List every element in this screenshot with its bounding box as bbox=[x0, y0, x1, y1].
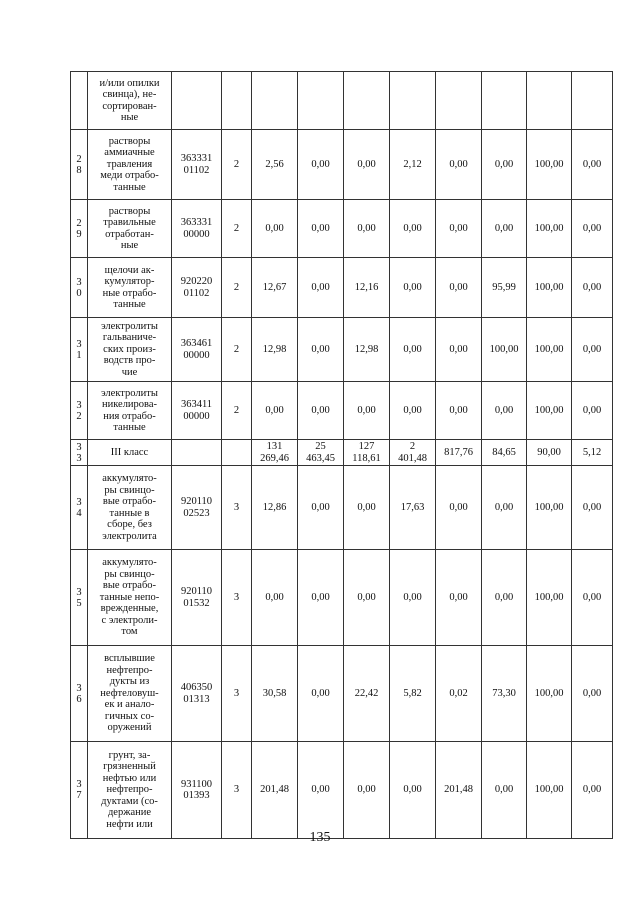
waste-name: III класс bbox=[88, 440, 172, 466]
value-cell: 0,00 bbox=[572, 258, 613, 318]
fkko-code: 406350 01313 bbox=[172, 646, 222, 742]
fkko-code bbox=[172, 440, 222, 466]
value-cell: 5,12 bbox=[572, 440, 613, 466]
hazard-class: 2 bbox=[222, 130, 252, 200]
value-cell: 0,00 bbox=[436, 466, 482, 550]
value-cell: 0,00 bbox=[572, 550, 613, 646]
table-row bbox=[71, 382, 613, 440]
value-cell bbox=[252, 72, 298, 130]
value-cell: 0,00 bbox=[344, 200, 390, 258]
value-cell: 0,00 bbox=[344, 742, 390, 839]
value-cell: 100,00 bbox=[527, 258, 572, 318]
value-cell: 0,00 bbox=[482, 742, 527, 839]
value-cell: 0,00 bbox=[390, 318, 436, 382]
value-cell: 0,00 bbox=[298, 466, 344, 550]
fkko-code: 920110 01532 bbox=[172, 550, 222, 646]
fkko-code bbox=[172, 72, 222, 130]
value-cell: 100,00 bbox=[527, 466, 572, 550]
row-number: 3 0 bbox=[71, 258, 88, 318]
row-number: 2 9 bbox=[71, 200, 88, 258]
page-number: 135 bbox=[309, 830, 331, 845]
row-number: 3 7 bbox=[71, 742, 88, 839]
value-cell: 0,00 bbox=[436, 550, 482, 646]
value-cell: 100,00 bbox=[527, 200, 572, 258]
value-cell: 0,00 bbox=[436, 382, 482, 440]
value-cell: 30,58 bbox=[252, 646, 298, 742]
value-cell: 127 118,61 bbox=[344, 440, 390, 466]
hazard-class: 3 bbox=[222, 466, 252, 550]
value-cell: 100,00 bbox=[527, 318, 572, 382]
value-cell: 5,82 bbox=[390, 646, 436, 742]
table-row bbox=[71, 550, 613, 646]
row-number: 3 4 bbox=[71, 466, 88, 550]
value-cell: 0,00 bbox=[298, 318, 344, 382]
value-cell: 100,00 bbox=[527, 130, 572, 200]
fkko-code: 363411 00000 bbox=[172, 382, 222, 440]
value-cell: 201,48 bbox=[252, 742, 298, 839]
hazard-class: 2 bbox=[222, 318, 252, 382]
waste-name: электролиты никелирова- ния отрабо- танные bbox=[88, 382, 172, 440]
table-row bbox=[71, 440, 613, 466]
value-cell bbox=[344, 72, 390, 130]
table-row bbox=[71, 258, 613, 318]
value-cell: 100,00 bbox=[527, 646, 572, 742]
value-cell: 0,00 bbox=[344, 466, 390, 550]
waste-name: растворы травильные отработан- ные bbox=[88, 200, 172, 258]
value-cell: 90,00 bbox=[527, 440, 572, 466]
value-cell: 12,98 bbox=[344, 318, 390, 382]
value-cell: 0,00 bbox=[344, 550, 390, 646]
row-number: 3 6 bbox=[71, 646, 88, 742]
value-cell: 2,56 bbox=[252, 130, 298, 200]
row-number bbox=[71, 72, 88, 130]
value-cell: 0,02 bbox=[436, 646, 482, 742]
value-cell: 100,00 bbox=[527, 382, 572, 440]
value-cell: 73,30 bbox=[482, 646, 527, 742]
waste-name: аккумулято- ры свинцо- вые отрабо- танные в сборе, без электролита bbox=[88, 466, 172, 550]
value-cell bbox=[436, 72, 482, 130]
hazard-class bbox=[222, 72, 252, 130]
value-cell: 0,00 bbox=[252, 200, 298, 258]
waste-name: электролиты гальваниче- ских произ- водств про- чие bbox=[88, 318, 172, 382]
fkko-code: 363331 00000 bbox=[172, 200, 222, 258]
value-cell: 0,00 bbox=[298, 742, 344, 839]
row-number: 3 1 bbox=[71, 318, 88, 382]
value-cell: 0,00 bbox=[436, 200, 482, 258]
value-cell: 817,76 bbox=[436, 440, 482, 466]
fkko-code: 920110 02523 bbox=[172, 466, 222, 550]
table-row bbox=[71, 646, 613, 742]
value-cell: 100,00 bbox=[527, 550, 572, 646]
value-cell: 0,00 bbox=[436, 318, 482, 382]
value-cell: 0,00 bbox=[482, 550, 527, 646]
value-cell: 0,00 bbox=[390, 382, 436, 440]
value-cell bbox=[527, 72, 572, 130]
table-row bbox=[71, 72, 613, 130]
waste-name: щелочи ак- кумулятор- ные отрабо- танные bbox=[88, 258, 172, 318]
hazard-class: 3 bbox=[222, 742, 252, 839]
waste-name: и/или опилки свинца), не- сортирован- ные bbox=[88, 72, 172, 130]
value-cell bbox=[390, 72, 436, 130]
hazard-class: 3 bbox=[222, 550, 252, 646]
value-cell: 0,00 bbox=[572, 646, 613, 742]
value-cell: 12,98 bbox=[252, 318, 298, 382]
hazard-class: 3 bbox=[222, 646, 252, 742]
value-cell: 12,67 bbox=[252, 258, 298, 318]
value-cell bbox=[482, 72, 527, 130]
value-cell: 100,00 bbox=[482, 318, 527, 382]
hazard-class: 2 bbox=[222, 200, 252, 258]
hazard-class: 2 bbox=[222, 382, 252, 440]
row-number: 3 2 bbox=[71, 382, 88, 440]
fkko-code: 363461 00000 bbox=[172, 318, 222, 382]
fkko-code: 363331 01102 bbox=[172, 130, 222, 200]
value-cell: 0,00 bbox=[572, 466, 613, 550]
value-cell bbox=[298, 72, 344, 130]
value-cell: 0,00 bbox=[482, 130, 527, 200]
value-cell: 0,00 bbox=[298, 258, 344, 318]
value-cell: 0,00 bbox=[298, 550, 344, 646]
value-cell: 100,00 bbox=[527, 742, 572, 839]
value-cell: 0,00 bbox=[436, 258, 482, 318]
value-cell: 0,00 bbox=[390, 200, 436, 258]
value-cell: 2 401,48 bbox=[390, 440, 436, 466]
table-row bbox=[71, 318, 613, 382]
value-cell: 0,00 bbox=[298, 382, 344, 440]
value-cell: 0,00 bbox=[252, 382, 298, 440]
value-cell: 0,00 bbox=[298, 200, 344, 258]
value-cell: 17,63 bbox=[390, 466, 436, 550]
value-cell: 0,00 bbox=[298, 646, 344, 742]
value-cell: 0,00 bbox=[390, 550, 436, 646]
value-cell: 131 269,46 bbox=[252, 440, 298, 466]
value-cell: 0,00 bbox=[344, 382, 390, 440]
table-row bbox=[71, 742, 613, 839]
value-cell: 25 463,45 bbox=[298, 440, 344, 466]
fkko-code: 931100 01393 bbox=[172, 742, 222, 839]
value-cell bbox=[572, 72, 613, 130]
waste-name: всплывшие нефтепро- дукты из нефтеловуш- ек и анало- гичных со- оружений bbox=[88, 646, 172, 742]
value-cell: 201,48 bbox=[436, 742, 482, 839]
value-cell: 95,99 bbox=[482, 258, 527, 318]
value-cell: 0,00 bbox=[252, 550, 298, 646]
waste-table bbox=[70, 71, 613, 839]
value-cell: 0,00 bbox=[572, 130, 613, 200]
value-cell: 0,00 bbox=[482, 466, 527, 550]
value-cell: 12,86 bbox=[252, 466, 298, 550]
table-row bbox=[71, 466, 613, 550]
row-number: 2 8 bbox=[71, 130, 88, 200]
value-cell: 0,00 bbox=[572, 382, 613, 440]
value-cell: 0,00 bbox=[482, 382, 527, 440]
value-cell: 0,00 bbox=[572, 200, 613, 258]
value-cell: 0,00 bbox=[298, 130, 344, 200]
value-cell: 0,00 bbox=[390, 258, 436, 318]
hazard-class bbox=[222, 440, 252, 466]
value-cell: 12,16 bbox=[344, 258, 390, 318]
value-cell: 0,00 bbox=[482, 200, 527, 258]
value-cell: 84,65 bbox=[482, 440, 527, 466]
waste-name: растворы аммиачные травления меди отрабо- танные bbox=[88, 130, 172, 200]
hazard-class: 2 bbox=[222, 258, 252, 318]
waste-name: грунт, за- грязненный нефтью или нефтепро- дуктами (со- держание нефти или bbox=[88, 742, 172, 839]
value-cell: 2,12 bbox=[390, 130, 436, 200]
value-cell: 0,00 bbox=[390, 742, 436, 839]
row-number: 3 3 bbox=[71, 440, 88, 466]
table-row bbox=[71, 130, 613, 200]
value-cell: 0,00 bbox=[572, 742, 613, 839]
value-cell: 0,00 bbox=[436, 130, 482, 200]
fkko-code: 920220 01102 bbox=[172, 258, 222, 318]
waste-name: аккумулято- ры свинцо- вые отрабо- танные непо- врежденные, с электроли- том bbox=[88, 550, 172, 646]
value-cell: 22,42 bbox=[344, 646, 390, 742]
value-cell: 0,00 bbox=[344, 130, 390, 200]
value-cell: 0,00 bbox=[572, 318, 613, 382]
row-number: 3 5 bbox=[71, 550, 88, 646]
table-row bbox=[71, 200, 613, 258]
